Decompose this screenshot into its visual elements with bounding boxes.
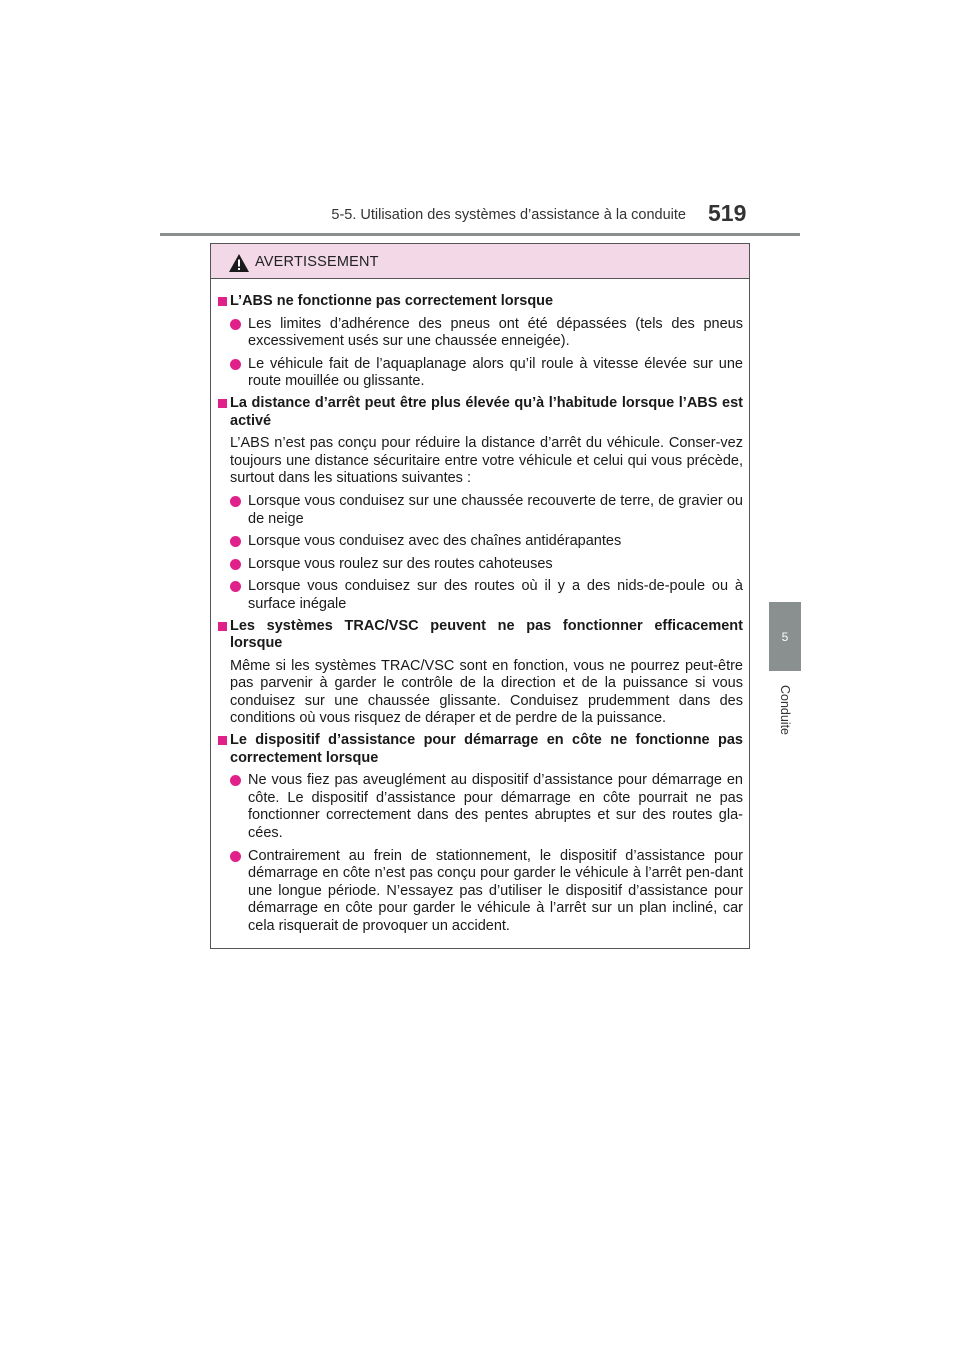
warning-content xyxy=(211,279,749,936)
section-heading-text: La distance d’arrêt peut être plus élevée qu’à l’habitude lorsque l’ABS est activé xyxy=(230,394,743,429)
list-item xyxy=(230,772,743,842)
circle-bullet-icon xyxy=(230,775,241,786)
circle-bullet-icon xyxy=(230,581,241,592)
square-bullet-icon xyxy=(218,399,227,408)
warning-title: AVERTISSEMENT xyxy=(255,254,379,270)
list-item xyxy=(230,556,743,574)
warning-box xyxy=(210,243,750,949)
list-item-text: Ne vous fiez pas aveuglément au dispositif d’assistance pour démarrage en côte. Le dispositif d’assistance pour démarrage en côte pourrait ne pas fonctionner correctement dans des pentes abruptes et sur des routes gla-cées. xyxy=(248,772,743,842)
section-heading xyxy=(218,395,743,430)
header-divider xyxy=(160,233,800,236)
list-item xyxy=(230,316,743,351)
list-item-text: Lorsque vous conduisez sur une chaussée recouverte de terre, de gravier ou de neige xyxy=(248,492,743,527)
section-heading xyxy=(218,618,743,653)
list-item-text: Contrairement au frein de stationnement, le dispositif d’assistance pour démarrage en côte n’est pas conçu pour garder le véhicule à l’arrêt pen-dant une longue période. N’essayez pas d’utiliser le dispositif d’assistance pour démarrage en côte pour garder le véhicule à l’arrêt sur un plan incliné, car cela risquerait de provoquer un accident. xyxy=(248,847,743,934)
circle-bullet-icon xyxy=(230,536,241,547)
page-number: 519 xyxy=(708,200,747,226)
chapter-number: 5 xyxy=(781,629,789,644)
warning-section-stopping-distance xyxy=(218,395,743,614)
circle-bullet-icon xyxy=(230,319,241,330)
circle-bullet-icon xyxy=(230,851,241,862)
list-item-text: Le véhicule fait de l’aquaplanage alors qu’il roule à vitesse élevée sur une route mouillée ou glissante. xyxy=(248,355,743,390)
section-heading-text: Les systèmes TRAC/VSC peuvent ne pas fonctionner efficacement lorsque xyxy=(230,617,743,652)
list-item-text: Les limites d’adhérence des pneus ont été dépassées (tels des pneus excessivement usés sur une chaussée enneigée). xyxy=(248,315,743,350)
list-item xyxy=(230,578,743,613)
chapter-label xyxy=(769,680,801,740)
list-item xyxy=(230,493,743,528)
circle-bullet-icon xyxy=(230,359,241,370)
warning-header xyxy=(211,244,749,279)
list-item xyxy=(230,848,743,936)
square-bullet-icon xyxy=(218,622,227,631)
square-bullet-icon xyxy=(218,736,227,745)
list-item-text: Lorsque vous roulez sur des routes cahoteuses xyxy=(248,555,553,572)
section-paragraph: L’ABS n’est pas conçu pour réduire la distance d’arrêt du véhicule. Conser-vez toujours une distance sécuritaire entre votre véhicule et celui qui vous précède, surtout dans les situations suivantes : xyxy=(230,435,743,487)
list-item-text: Lorsque vous conduisez sur des routes où il y a des nids-de-poule ou à surface inégale xyxy=(248,578,743,612)
section-title: 5-5. Utilisation des systèmes d’assistance à la conduite xyxy=(331,207,686,223)
square-bullet-icon xyxy=(218,297,227,306)
section-paragraph: Même si les systèmes TRAC/VSC sont en fonction, vous ne pourrez peut-être pas parvenir à garder le contrôle de la direction et de la puissance si vous conduisez sur une chaussée glissante. Conduisez prudemment dans des conditions où vous risquez de déraper et de perdre de la puissance. xyxy=(230,657,743,727)
circle-bullet-icon xyxy=(230,559,241,570)
section-heading-text: Le dispositif d’assistance pour démarrage en côte ne fonctionne pas correctement lorsque xyxy=(230,732,743,766)
list-item xyxy=(230,356,743,391)
section-heading xyxy=(218,732,743,767)
warning-section-trac-vsc xyxy=(218,618,743,729)
warning-triangle-icon xyxy=(228,253,250,273)
chapter-tab[interactable] xyxy=(769,602,801,671)
section-heading xyxy=(218,293,743,311)
warning-section-hill-start xyxy=(218,732,743,936)
list-item xyxy=(230,533,743,551)
list-item-text: Lorsque vous conduisez avec des chaînes antidérapantes xyxy=(248,533,622,550)
warning-section-abs xyxy=(218,293,743,391)
section-heading-text: L’ABS ne fonctionne pas correctement lorsque xyxy=(230,293,554,309)
circle-bullet-icon xyxy=(230,496,241,507)
chapter-label-text: Conduite xyxy=(778,684,793,736)
